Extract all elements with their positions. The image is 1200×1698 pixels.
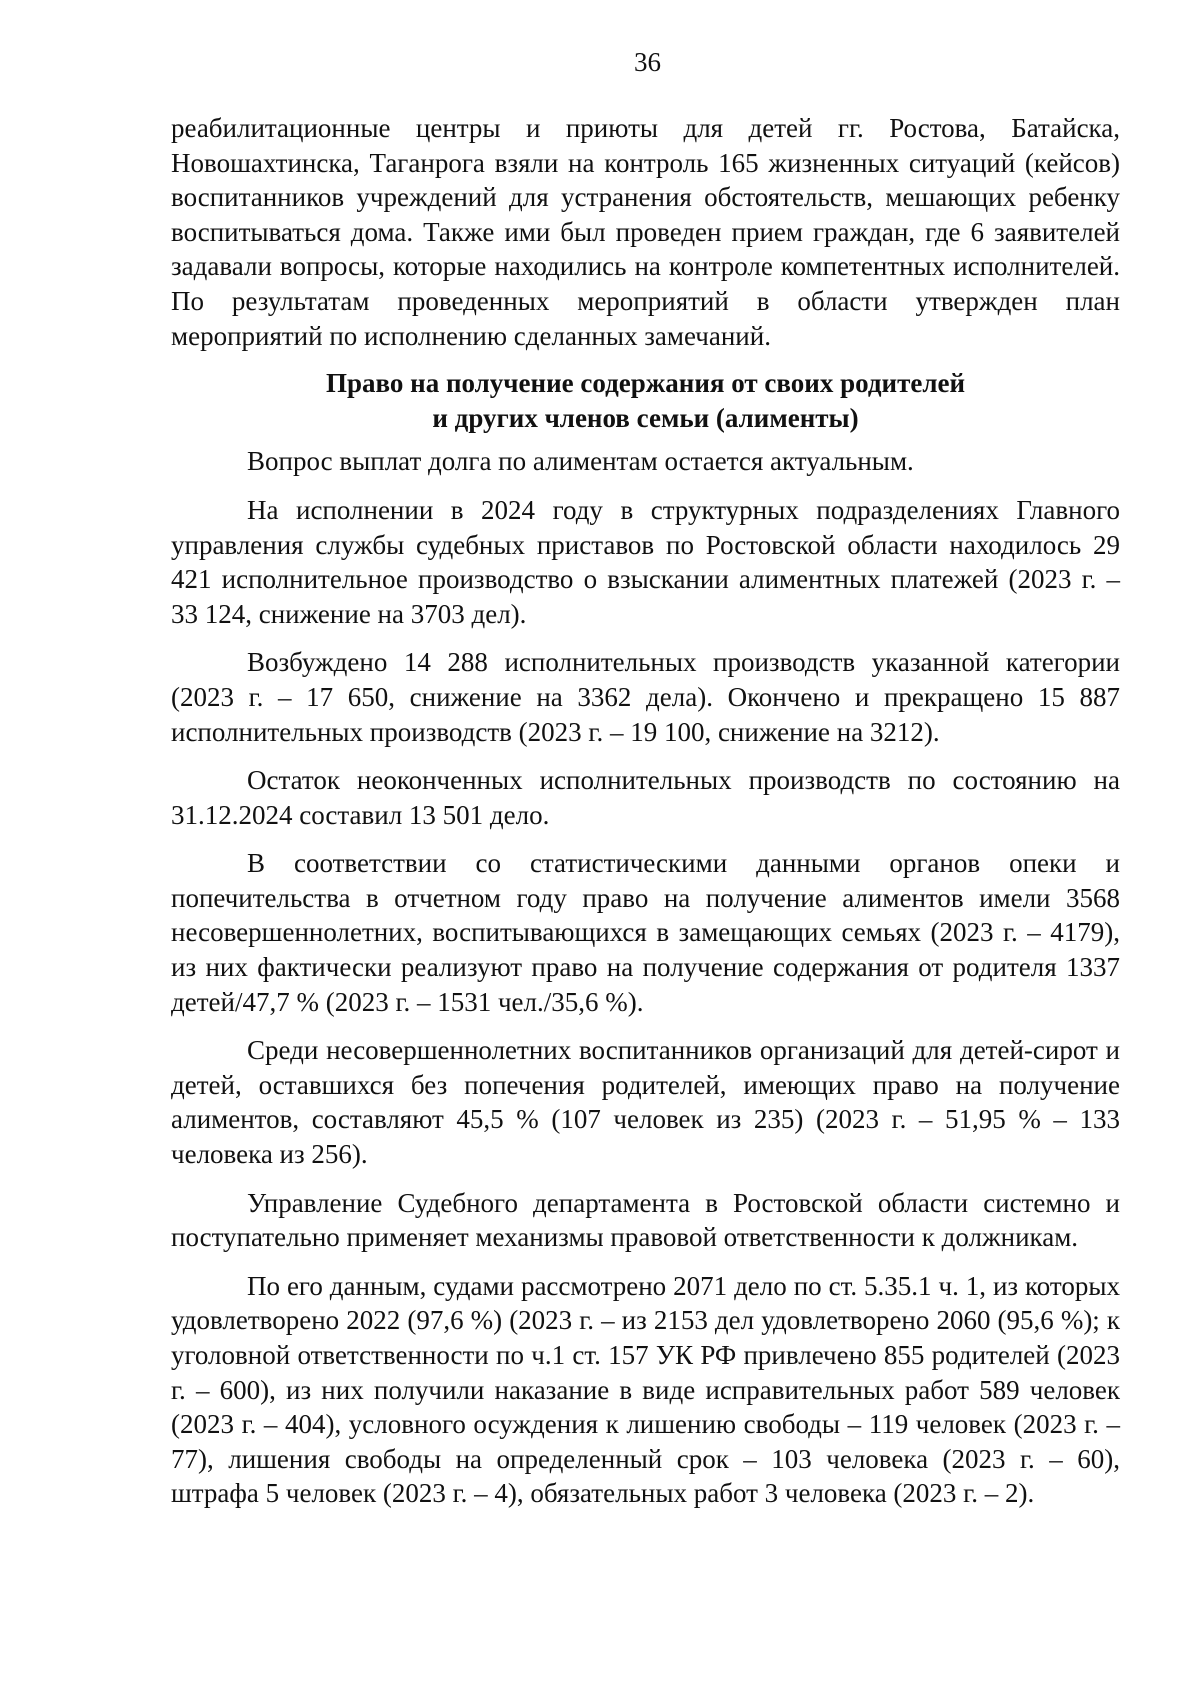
paragraph-enforcement-proceedings: На исполнении в 2024 году в структурных подразделениях Главного управления службы судебных приставов по Ростовской области находилось 29 421 исполнительное производство о взыскании алиментных платежей (2023 г. – 33 124, снижение на 3703 дел).	[171, 494, 1120, 629]
section-heading	[171, 366, 1120, 435]
paragraph-orphans-alimony: Среди несовершеннолетних воспитанников организаций для детей-сирот и детей, оставшихся без попечения родителей, имеющих право на получение алиментов, составляют 45,5 % (107 человек из 235) (2023 г. – 51,95 % – 133 человека из 256).	[171, 1035, 1120, 1170]
paragraph-court-statistics: По его данным, судами рассмотрено 2071 дело по ст. 5.35.1 ч. 1, из которых удовлетворено 2022 (97,6 %) (2023 г. – из 2153 дел удовлетворено 2060 (95,6 %); к уголовной ответственности по ч.1 ст. 157 УК РФ привлечено 855 родителей (2023 г. – 600), из них получили наказание в виде исправительных работ 589 человек (2023 г. – 404), условного осуждения к лишению свободы – 119 человек (2023 г. – 77), лишения свободы на определенный срок – 103 человека (2023 г. – 60), штрафа 5 человек (2023 г. – 4), обязательных работ 3 человека (2023 г. – 2).	[171, 1270, 1120, 1509]
paragraph-alimony-debt: Вопрос выплат долга по алиментам остается актуальным.	[247, 446, 914, 477]
page-number: 36	[634, 47, 661, 77]
paragraph-remaining-proceedings: Остаток неоконченных исполнительных производств по состоянию на 31.12.2024 составил 13 501 дело.	[171, 765, 1120, 830]
paragraph-guardianship-statistics: В соответствии со статистическими данными органов опеки и попечительства в отчетном году право на получение алиментов имели 3568 несовершеннолетних, воспитывающихся в замещающих семьях (2023 г. – 4179), из них фактически реализуют право на получение содержания от родителя 1337 детей/47,7 % (2023 г. – 1531 чел./35,6 %).	[171, 848, 1120, 1017]
section-heading-line-1: Право на получение содержания от своих родителей	[325, 368, 966, 399]
page-content	[171, 111, 1120, 1511]
paragraph-rehabilitation-centers: реабилитационные центры и приюты для детей гг. Ростова, Батайска, Новошахтинска, Таганрога взяли на контроль 165 жизненных ситуаций (кейсов) воспитанников учреждений для устранения обстоятельств, мешающих ребенку воспитываться дома. Также ими был проведен прием граждан, где 6 заявителей задавали вопросы, которые находились на контроле компетентных исполнителей. По результатам проведенных мероприятий в области утвержден план мероприятий по исполнению сделанных замечаний.	[171, 113, 1120, 351]
section-heading-line-2: и других членов семьи (алименты)	[432, 402, 859, 433]
paragraph-judicial-department: Управление Судебного департамента в Ростовской области системно и поступательно применяет механизмы правовой ответственности к должникам.	[171, 1187, 1120, 1253]
paragraph-initiated-proceedings: Возбуждено 14 288 исполнительных производств указанной категории (2023 г. – 17 650, снижение на 3362 дела). Окончено и прекращено 15 887 исполнительных производств (2023 г. – 19 100, снижение на 3212).	[171, 647, 1120, 747]
